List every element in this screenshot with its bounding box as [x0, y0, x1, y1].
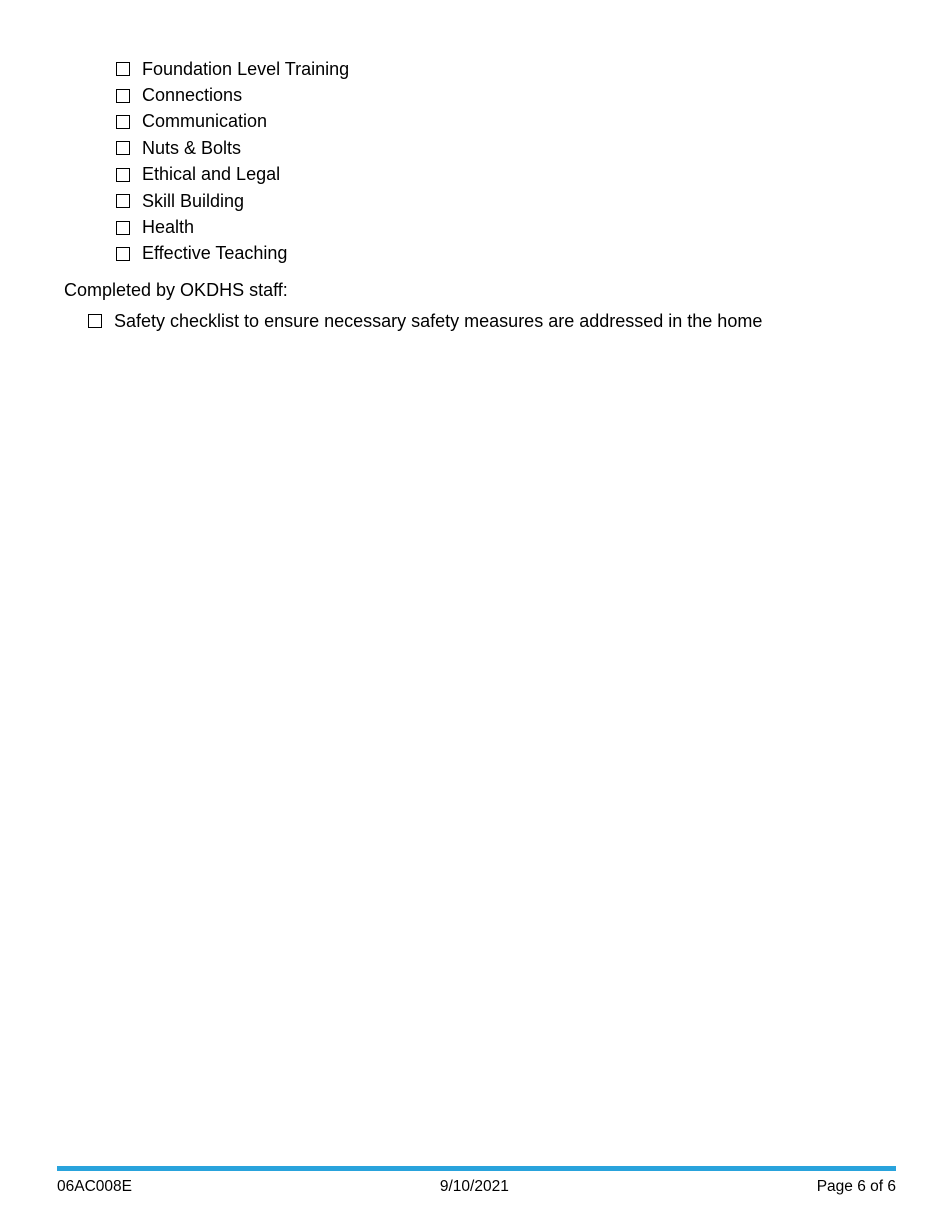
page-number: Page 6 of 6 [816, 1178, 896, 1195]
checkbox-label: Foundation Level Training [142, 58, 350, 79]
checkbox-skill-building[interactable] [116, 194, 130, 208]
training-checklist [116, 56, 349, 267]
checkbox-communication[interactable] [116, 115, 130, 129]
checkbox-label: Communication [142, 111, 268, 132]
checkbox-foundation-level-training[interactable] [116, 62, 130, 76]
checkbox-connections[interactable] [116, 89, 130, 103]
checkbox-label: Connections [142, 85, 243, 106]
list-item [116, 82, 349, 108]
list-item [116, 188, 349, 214]
list-item [116, 214, 349, 240]
list-item [116, 56, 349, 82]
checkbox-effective-teaching[interactable] [116, 247, 130, 261]
footer-date: 9/10/2021 [439, 1178, 509, 1195]
section-heading: Completed by OKDHS staff: [64, 280, 288, 300]
list-item [116, 135, 349, 161]
checkbox-label: Effective Teaching [142, 243, 288, 264]
list-item [88, 309, 762, 333]
form-number: 06AC008E [57, 1178, 132, 1195]
checkbox-ethical-and-legal[interactable] [116, 168, 130, 182]
checkbox-label: Safety checklist to ensure necessary safety measures are addressed in the home [114, 310, 763, 331]
checkbox-health[interactable] [116, 221, 130, 235]
list-item [116, 162, 349, 188]
checkbox-nuts-and-bolts[interactable] [116, 141, 130, 155]
checkbox-label: Health [142, 217, 195, 238]
checkbox-label: Ethical and Legal [142, 164, 281, 185]
checkbox-safety-checklist[interactable] [88, 314, 102, 328]
checkbox-label: Nuts & Bolts [142, 137, 242, 158]
list-item [116, 109, 349, 135]
footer-divider [57, 1166, 896, 1171]
checkbox-label: Skill Building [142, 190, 245, 211]
list-item [116, 241, 349, 267]
page-footer [57, 1178, 896, 1196]
